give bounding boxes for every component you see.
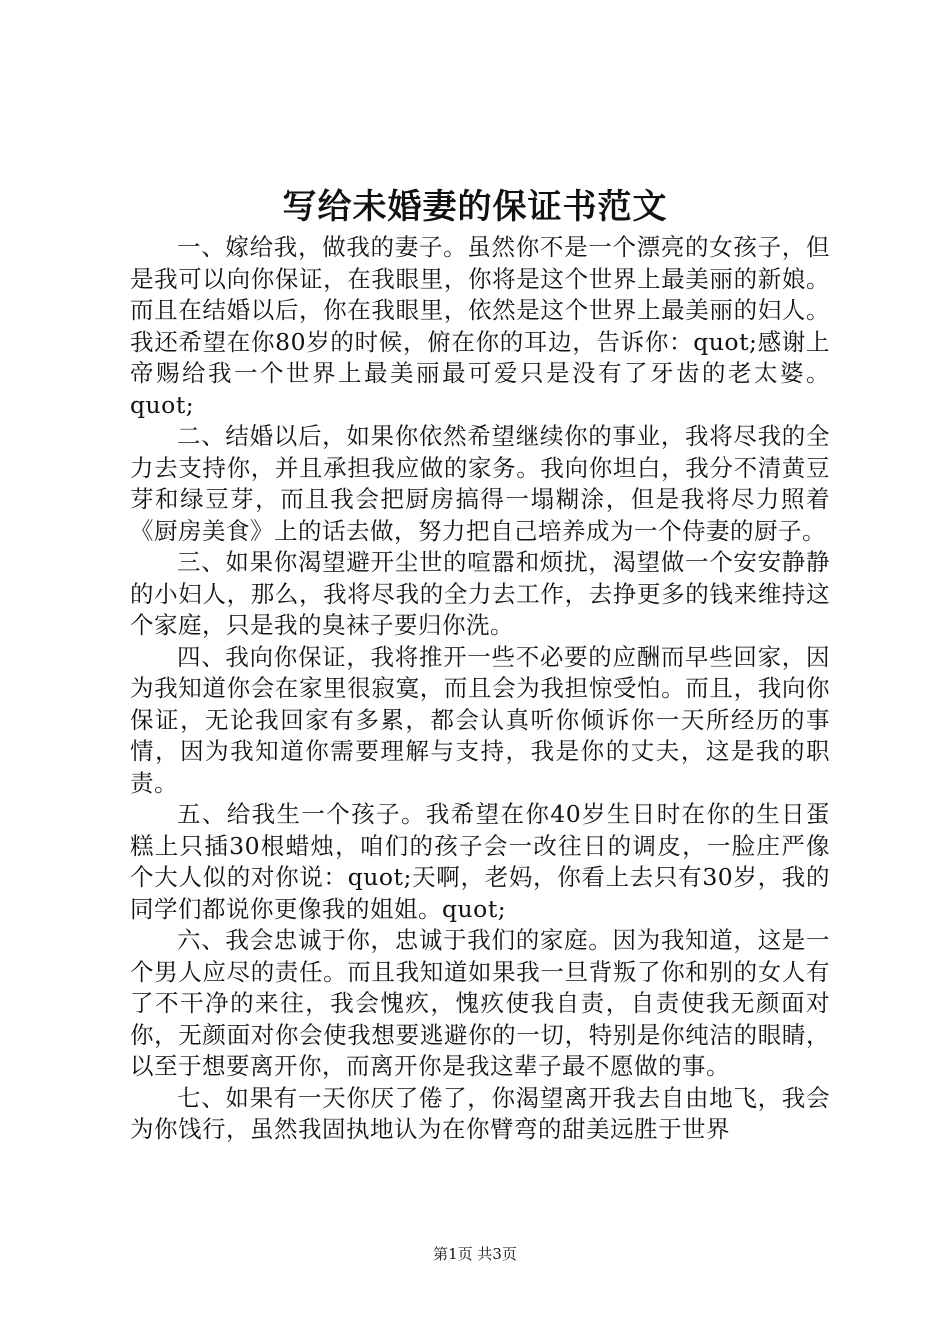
paragraph: 二、结婚以后，如果你依然希望继续你的事业，我将尽我的全力去支持你，并且承担我应做的家务。我向你坦白，我分不清黄豆芽和绿豆芽，而且我会把厨房搞得一塌糊涂，但是我将尽力照着《厨房美食》上的话去做，努力把自己培养成为一个侍妻的厨子。: [130, 422, 830, 545]
document-title: 写给未婚妻的保证书范文: [282, 187, 668, 227]
paragraph: 六、我会忠诚于你，忠诚于我们的家庭。因为我知道，这是一个男人应尽的责任。而且我知道如果我一旦背叛了你和别的女人有了不干净的来往，我会愧疚，愧疚使我自责，自责使我无颜面对你，无颜面对你会使我想要逃避你的一切，特别是你纯洁的眼睛，以至于想要离开你，而离开你是我这辈子最不愿做的事。: [130, 926, 830, 1080]
paragraph: 五、给我生一个孩子。我希望在你40岁生日时在你的生日蛋糕上只插30根蜡烛，咱们的孩子会一改往日的调皮，一脸庄严像个大人似的对你说：quot;天啊，老妈，你看上去只有30岁，我的同学们都说你更像我的姐姐。quot;: [130, 800, 830, 923]
paragraph: 七、如果有一天你厌了倦了，你渴望离开我去自由地飞，我会为你饯行，虽然我固执地认为在你臂弯的甜美远胜于世界: [130, 1083, 830, 1143]
page-number-footer: 第1页 共3页: [433, 1245, 517, 1263]
paragraph: 一、嫁给我，做我的妻子。虽然你不是一个漂亮的女孩子，但是我可以向你保证，在我眼里，你将是这个世界上最美丽的新娘。而且在结婚以后，你在我眼里，依然是这个世界上最美丽的妇人。我还希望在你80岁的时候，俯在你的耳边，告诉你：quot;感谢上帝赐给我一个世界上最美丽最可爱只是没有了牙齿的老太婆。quot;: [130, 233, 830, 419]
paragraph: 四、我向你保证，我将推开一些不必要的应酬而早些回家，因为我知道你会在家里很寂寞，而且会为我担惊受怕。而且，我向你保证，无论我回家有多累，都会认真听你倾诉你一天所经历的事情，因为我知道你需要理解与支持，我是你的丈夫，这是我的职责。: [130, 642, 830, 797]
document-body: [130, 232, 830, 1146]
paragraph: 三、如果你渴望避开尘世的喧嚣和烦扰，渴望做一个安安静静的小妇人，那么，我将尽我的全力去工作，去挣更多的钱来维持这个家庭，只是我的臭袜子要归你洗。: [130, 548, 830, 639]
